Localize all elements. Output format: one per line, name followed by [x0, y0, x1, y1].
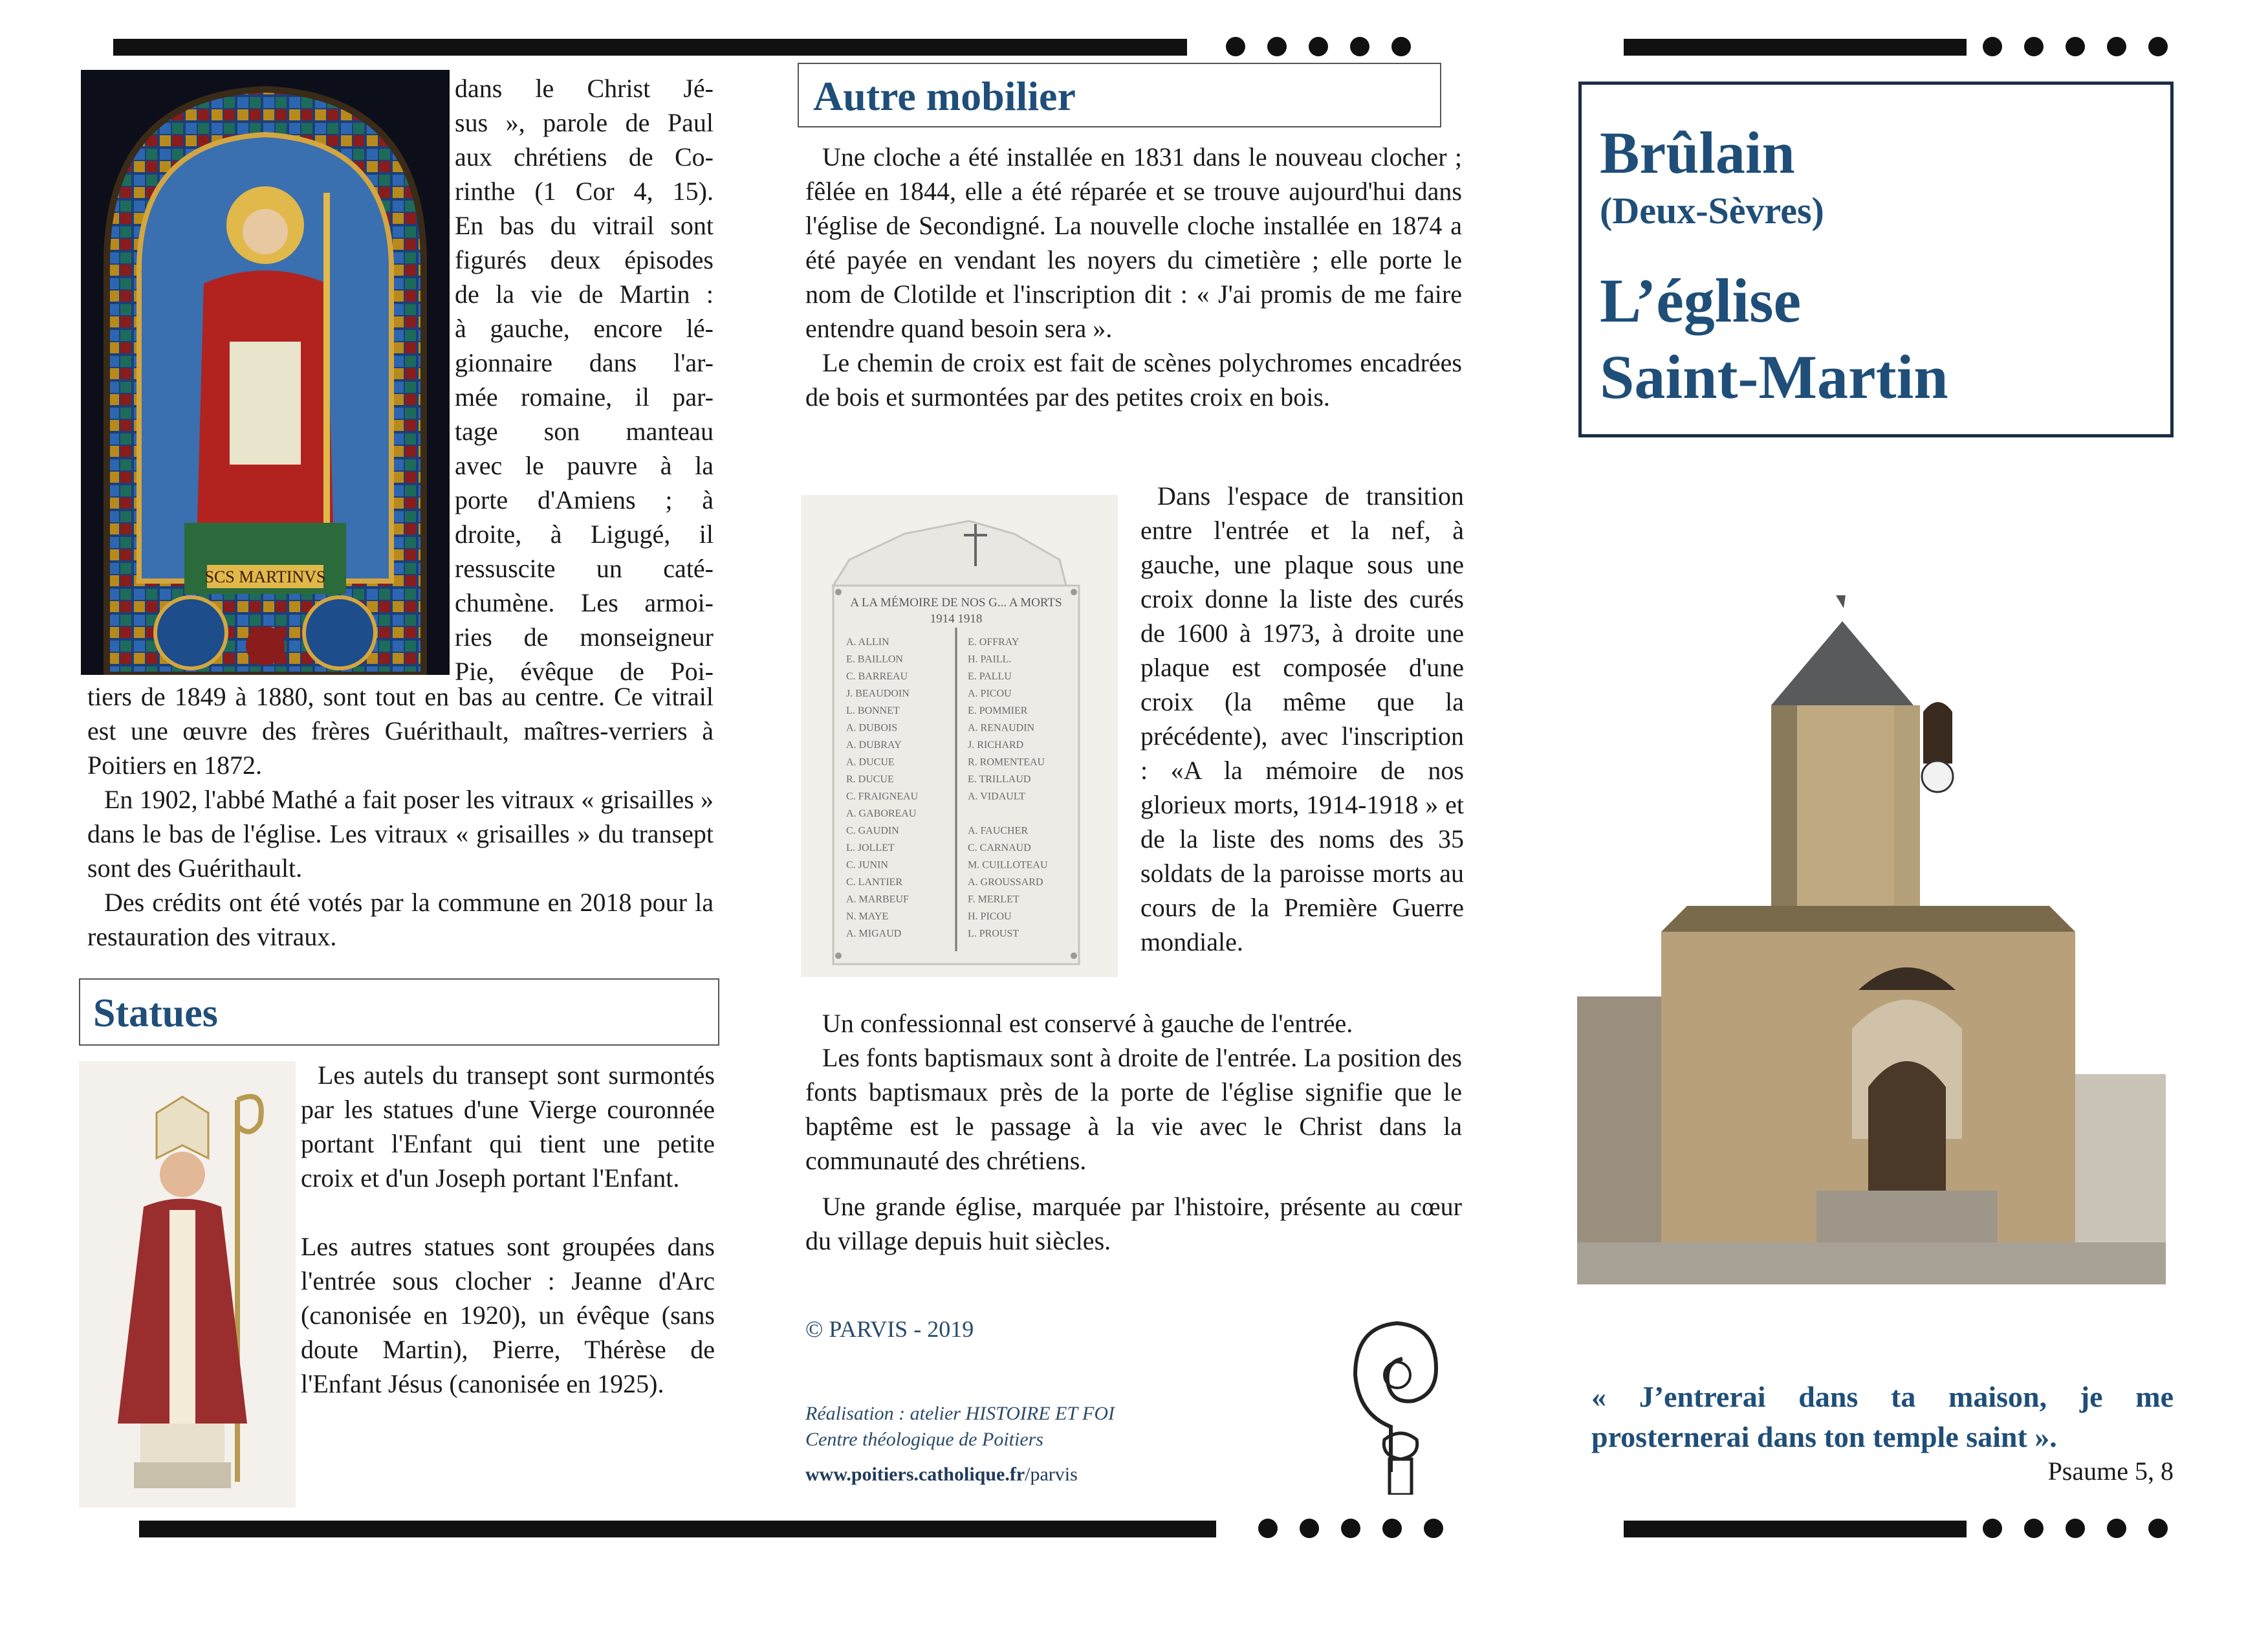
- fonts-baptismaux-text: Les fonts baptismaux sont à droite de l'entrée. La position des fonts baptismaux près de la porte de l'église signifie que le baptême est le passage à la vie avec le Christ dans la communauté des chrétiens.: [805, 1043, 1462, 1175]
- plaque-name: L. BONNET: [846, 705, 900, 716]
- col2-bottom-text: [805, 1006, 1462, 1258]
- credit-line-2: Centre théologique de Poitiers: [805, 1429, 1043, 1450]
- plaque-name: H. PAILL.: [968, 654, 1012, 665]
- crozier-logo-icon: [1346, 1310, 1443, 1498]
- plaque-name: M. CUILLOTEAU: [968, 859, 1048, 871]
- website-domain[interactable]: www.poitiers.catholique.fr: [805, 1464, 1025, 1485]
- plaque-name: L. PROUST: [968, 928, 1020, 940]
- wrap-line: gionnaire dans l'ar-: [455, 348, 714, 377]
- wrap-line: mée romaine, il par-: [455, 382, 714, 412]
- plaque-name: E. BAILLON: [846, 654, 903, 665]
- wrap-line: tage son manteau: [455, 417, 714, 446]
- church-photo-image: [1577, 582, 2166, 1284]
- plaque-description: Dans l'espace de transition entre l'entrée et la nef, à gauche, une plaque sous une croix donne la liste des curés de 1600 à 1973, à droite une plaque est composée d'une croix (la même que la précédente), avec l'inscription : «A la mémoire de nos glorieux morts, 1914-1918 » et de la liste des noms des 35 soldats de la paroisse morts au cours de la Première Guerre mondiale.: [1140, 481, 1464, 956]
- plaque-name: A. DUBOIS: [846, 722, 898, 734]
- department: (Deux-Sèvres): [1600, 190, 1824, 232]
- wrap-line: rinthe (1 Cor 4, 15).: [455, 177, 714, 206]
- plaque-name: A. GROUSSARD: [968, 877, 1043, 888]
- copyright-text: © PARVIS - 2019: [805, 1316, 974, 1342]
- wrap-line: porte d'Amiens ; à: [455, 485, 714, 514]
- wrap-line: figurés deux épisodes: [455, 245, 714, 274]
- col1-body: [87, 679, 714, 954]
- spacer: [301, 1195, 715, 1229]
- wrap-line: Pie, évêque de Poi-: [455, 657, 714, 686]
- col1-wrap-text: [455, 71, 714, 688]
- statues-heading: [79, 978, 719, 1046]
- top-dots-left: [1226, 37, 1411, 56]
- statues-para-1: Les autels du transept sont surmontés par les statues d'une Vierge couronnée portant l'Enfant qui tient une petite croix et d'un Joseph portant l'Enfant.: [301, 1061, 715, 1193]
- stained-glass-window-image: [81, 70, 450, 675]
- credits-block: [805, 1401, 1115, 1453]
- top-dots-right: [1983, 37, 2168, 56]
- plaque-header: A LA MÉMOIRE DE NOS G... A MORTS: [850, 596, 1062, 610]
- psalm-quote: [1591, 1377, 2174, 1457]
- plaque-description-text: [1140, 479, 1464, 959]
- bottom-dots-right: [1983, 1519, 2168, 1538]
- plaque-name: J. RICHARD: [968, 740, 1024, 751]
- plaque-name: J. BEAUDOIN: [846, 688, 910, 699]
- plaque-name: E. OFFRAY: [968, 637, 1020, 648]
- statues-text: [301, 1058, 715, 1401]
- website-link[interactable]: [805, 1464, 1078, 1486]
- plaque-name: A. FAUCHER: [968, 825, 1029, 837]
- plaque-name: A. GABOREAU: [846, 808, 917, 819]
- vitrail-text: tiers de 1849 à 1880, sont tout en bas au centre. Ce vitrail est une œuvre des frères Guérithault, maîtres-verriers à Poitiers en 1872.: [87, 682, 714, 780]
- wrap-line: dans le Christ Jé-: [455, 74, 714, 103]
- credit-line-1: Réalisation : atelier HISTOIRE ET FOI: [805, 1403, 1115, 1424]
- plaque-name: E. POMMIER: [968, 705, 1028, 716]
- bottom-dots-left: [1258, 1519, 1443, 1538]
- plaque-name: C. BARREAU: [846, 671, 908, 682]
- psalm-reference: [1967, 1456, 2174, 1486]
- plaque-name: E. PALLU: [968, 671, 1012, 682]
- confessionnal-text: Un confessionnal est conservé à gauche de l'entrée.: [822, 1009, 1353, 1038]
- plaque-name: A. PICOU: [968, 688, 1012, 699]
- window-label: SCS MARTINVS: [204, 567, 326, 586]
- plaque-name: A. VIDAULT: [968, 791, 1025, 802]
- plaque-name: A. ALLIN: [846, 637, 889, 648]
- plaque-name: C. LANTIER: [846, 877, 903, 888]
- war-memorial-plaque-image: [801, 495, 1118, 977]
- plaque-name: C. GAUDIN: [846, 825, 899, 837]
- plaque-name: A. RENAUDIN: [968, 722, 1035, 734]
- wrap-line: à gauche, encore lé-: [455, 314, 714, 343]
- church-title-line-1: L’église: [1600, 266, 1802, 335]
- wrap-line: En bas du vitrail sont: [455, 211, 714, 240]
- statues-heading-text: Statues: [93, 991, 218, 1035]
- top-rule-right: [1624, 39, 1967, 56]
- plaque-name: R. ROMENTEAU: [968, 756, 1045, 768]
- plaque-name: H. PICOU: [968, 911, 1012, 922]
- psalm-reference-text: Psaume 5, 8: [2047, 1457, 2174, 1486]
- wrap-line: ries de monseigneur: [455, 622, 714, 652]
- plaque-name: A. DUBRAY: [846, 740, 902, 751]
- copyright: [805, 1315, 974, 1343]
- bottom-rule-left: [139, 1521, 1216, 1537]
- vitraux-1902-text: En 1902, l'abbé Mathé a fait poser les vitraux « grisailles » dans le bas de l'église. Les vitraux « grisailles » du transept sont des Guérithault.: [87, 785, 714, 883]
- wrap-line: ressuscite un caté-: [455, 554, 714, 583]
- plaque-name: R. DUCUE: [846, 774, 894, 785]
- grande-eglise-text: Une grande église, marquée par l'histoire, présente au cœur du village depuis huit siècles.: [805, 1192, 1462, 1255]
- title-box: [1578, 82, 2174, 437]
- top-rule-left: [113, 39, 1187, 56]
- statues-para-2: Les autres statues sont groupées dans l'entrée sous clocher : Jeanne d'Arc (canonisée en 1920), un évêque (sans doute Martin), Pierre, Thérèse de l'Enfant Jésus (canonisée en 1925).: [301, 1232, 715, 1398]
- church-title-line-2: Saint-Martin: [1600, 342, 1948, 412]
- wrap-line: chumène. Les armoi-: [455, 588, 714, 617]
- plaque-name: N. MAYE: [846, 911, 889, 922]
- wrap-line: droite, à Ligugé, il: [455, 520, 714, 549]
- credits-2018-text: Des crédits ont été votés par la commune en 2018 pour la restauration des vitraux.: [87, 888, 714, 951]
- plaque-name: C. JUNIN: [846, 859, 888, 871]
- autre-mobilier-heading-text: Autre mobilier: [813, 73, 1076, 119]
- chemin-de-croix-text: Le chemin de croix est fait de scènes polychromes encadrées de bois et surmontées par des petites croix en bois.: [805, 348, 1462, 412]
- plaque-name: A. MIGAUD: [846, 928, 902, 940]
- plaque-name: A. MARBEUF: [846, 894, 909, 905]
- wrap-line: sus », parole de Paul: [455, 108, 714, 137]
- bottom-rule-right: [1624, 1521, 1967, 1537]
- wrap-line: aux chrétiens de Co-: [455, 142, 714, 171]
- plaque-name: A. DUCUE: [846, 756, 895, 768]
- plaque-name: F. MERLET: [968, 894, 1020, 905]
- plaque-name: C. FRAIGNEAU: [846, 791, 919, 802]
- plaque-name: L. JOLLET: [846, 842, 895, 853]
- bishop-statue-image: [79, 1061, 296, 1508]
- town-name: Brûlain: [1600, 120, 1795, 186]
- wrap-line: de la vie de Martin :: [455, 280, 714, 309]
- plaque-name: C. CARNAUD: [968, 842, 1031, 853]
- website-path[interactable]: /parvis: [1025, 1464, 1078, 1485]
- wrap-line: avec le pauvre à la: [455, 451, 714, 480]
- plaque-name: E. TRILLAUD: [968, 774, 1031, 785]
- plaque-years: 1914 1918: [930, 612, 983, 626]
- autre-mobilier-heading: [798, 63, 1441, 127]
- psalm-quote-text: « J’entrerai dans ta maison, je me prosternerai dans ton temple saint ».: [1591, 1380, 2174, 1453]
- cloche-text: Une cloche a été installée en 1831 dans le nouveau clocher ; fêlée en 1844, elle a été réparée et se trouve aujourd'hui dans l'église de Secondigné. La nouvelle cloche installée en 1874 a été payée en vendant les noyers du cimetière ; elle porte le nom de Clotilde et l'inscription dit : « J'ai promis de me faire entendre quand besoin sera ».: [805, 142, 1462, 343]
- col2-top-text: [805, 140, 1462, 414]
